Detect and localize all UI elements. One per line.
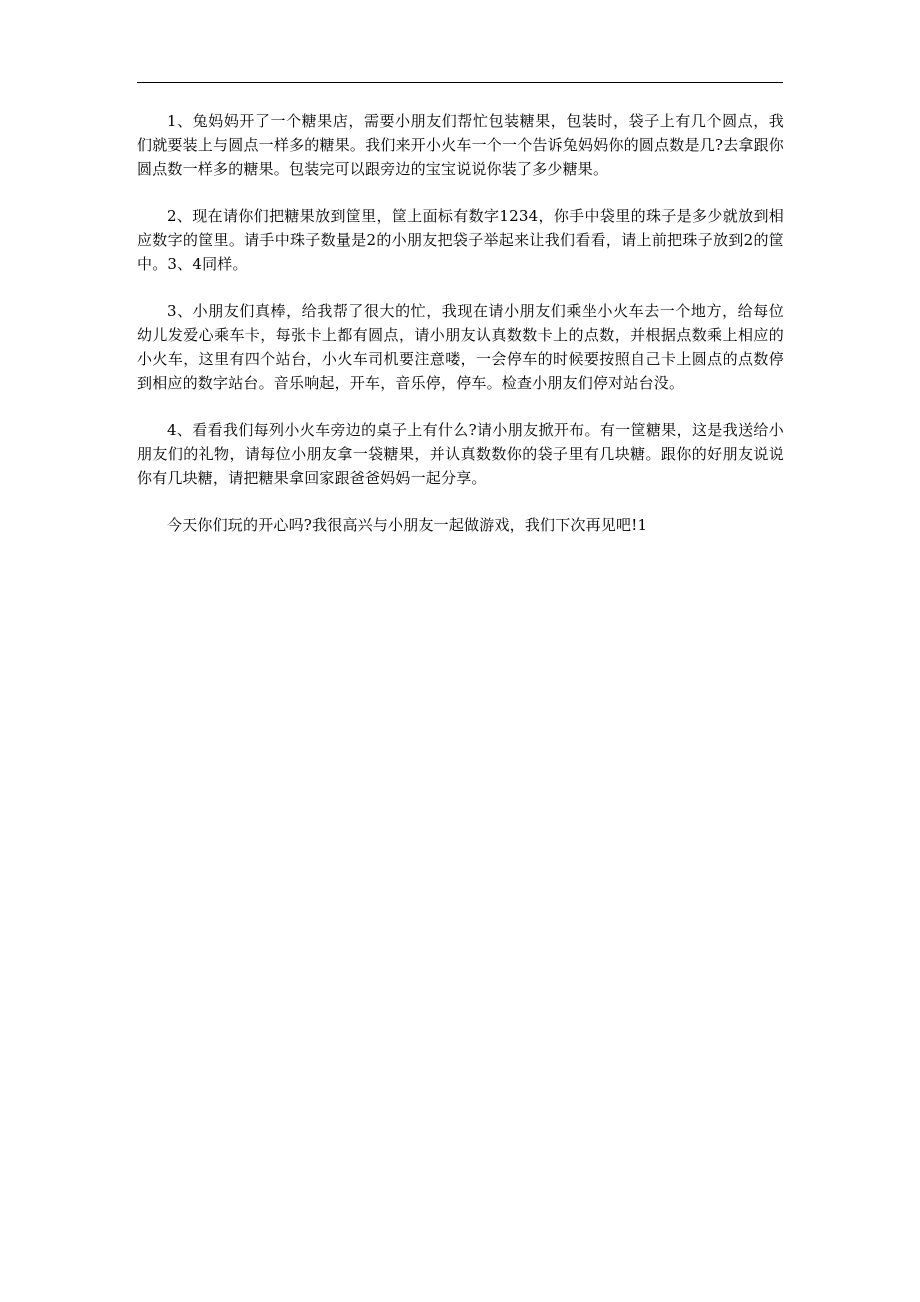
paragraph-1: 1、兔妈妈开了一个糖果店，需要小朋友们帮忙包装糖果，包装时，袋子上有几个圆点，我们就要装上与圆点一样多的糖果。我们来开小火车一个一个告诉兔妈妈你的圆点数是几?去拿跟你圆点数一样多的糖果。包装完可以跟旁边的宝宝说说你装了多少糖果。 — [137, 112, 784, 178]
header-rule — [137, 82, 783, 83]
paragraph-3: 3、小朋友们真棒，给我帮了很大的忙，我现在请小朋友们乘坐小火车去一个地方，给每位幼儿发爱心乘车卡，每张卡上都有圆点，请小朋友认真数数卡上的点数，并根据点数乘上相应的小火车，这里有四个站台，小火车司机要注意喽，一会停车的时候要按照自己卡上圆点的点数停到相应的数字站台。音乐响起，开车，音乐停，停车。检查小朋友们停对站台没。 — [137, 302, 784, 392]
paragraph-2: 2、现在请你们把糖果放到筐里，筐上面标有数字1234，你手中袋里的珠子是多少就放到相应数字的筐里。请手中珠子数量是2的小朋友把袋子举起来让我们看看，请上前把珠子放到2的筐中。3、4同样。 — [137, 207, 784, 273]
closing-paragraph: 今天你们玩的开心吗?我很高兴与小朋友一起做游戏，我们下次再见吧!1 — [167, 516, 648, 534]
paragraph-4: 4、看看我们每列小火车旁边的桌子上有什么?请小朋友掀开布。有一筐糖果，这是我送给小朋友们的礼物，请每位小朋友拿一袋糖果，并认真数数你的袋子里有几块糖。跟你的好朋友说说你有几块糖，请把糖果拿回家跟爸爸妈妈一起分享。 — [137, 421, 784, 487]
document-body — [137, 109, 784, 560]
